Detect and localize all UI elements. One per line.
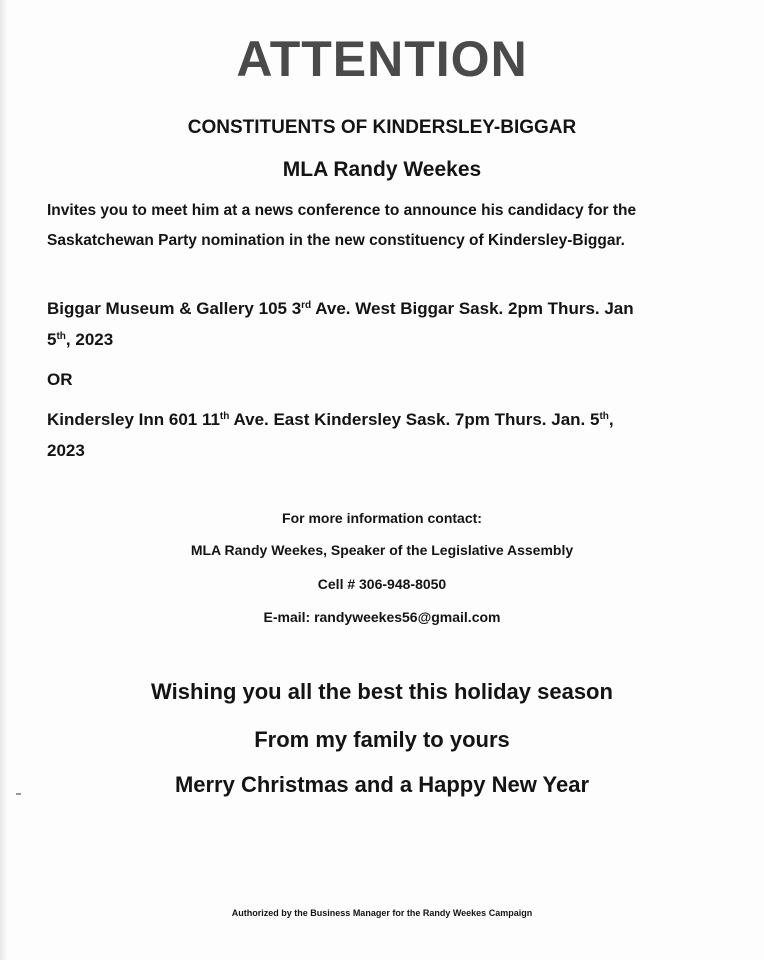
location-kindersley bbox=[47, 404, 737, 466]
greeting-line-1: Wishing you all the best this holiday season bbox=[151, 679, 613, 704]
location-biggar-line-2: 5th, 2023 bbox=[47, 330, 114, 349]
mla-name-heading: MLA Randy Weekes bbox=[282, 158, 482, 181]
contact-email: E-mail: randyweekes56@gmail.com bbox=[263, 609, 501, 625]
location-biggar-line-1: Biggar Museum & Gallery 105 3rd Ave. West Biggar Sask. 2pm Thurs. Jan bbox=[47, 299, 634, 318]
location-biggar bbox=[47, 293, 737, 355]
greeting-line-3: Merry Christmas and a Happy New Year bbox=[174, 772, 590, 797]
invitation-paragraph bbox=[47, 196, 737, 256]
greeting-line-2: From my family to yours bbox=[254, 727, 510, 752]
or-separator: OR bbox=[47, 370, 73, 389]
location-kindersley-line-2: 2023 bbox=[47, 441, 85, 460]
constituents-heading: CONSTITUENTS OF KINDERSLEY-BIGGAR bbox=[187, 117, 577, 138]
invitation-line-1: Invites you to meet him at a news conference to announce his candidacy for the bbox=[47, 202, 637, 219]
scan-speck bbox=[16, 793, 21, 795]
contact-heading: For more information contact: bbox=[282, 510, 482, 526]
contact-name: MLA Randy Weekes, Speaker of the Legislative Assembly bbox=[190, 542, 574, 558]
contact-cell: Cell # 306-948-8050 bbox=[317, 576, 447, 592]
authorization-notice: Authorized by the Business Manager for the Randy Weekes Campaign bbox=[231, 908, 533, 918]
page-edge-shadow bbox=[0, 0, 7, 960]
invitation-line-2: Saskatchewan Party nomination in the new constituency of Kindersley-Biggar. bbox=[47, 232, 625, 249]
location-kindersley-line-1: Kindersley Inn 601 11th Ave. East Kindersley Sask. 7pm Thurs. Jan. 5th, bbox=[47, 410, 614, 429]
page-title: ATTENTION bbox=[236, 31, 528, 87]
